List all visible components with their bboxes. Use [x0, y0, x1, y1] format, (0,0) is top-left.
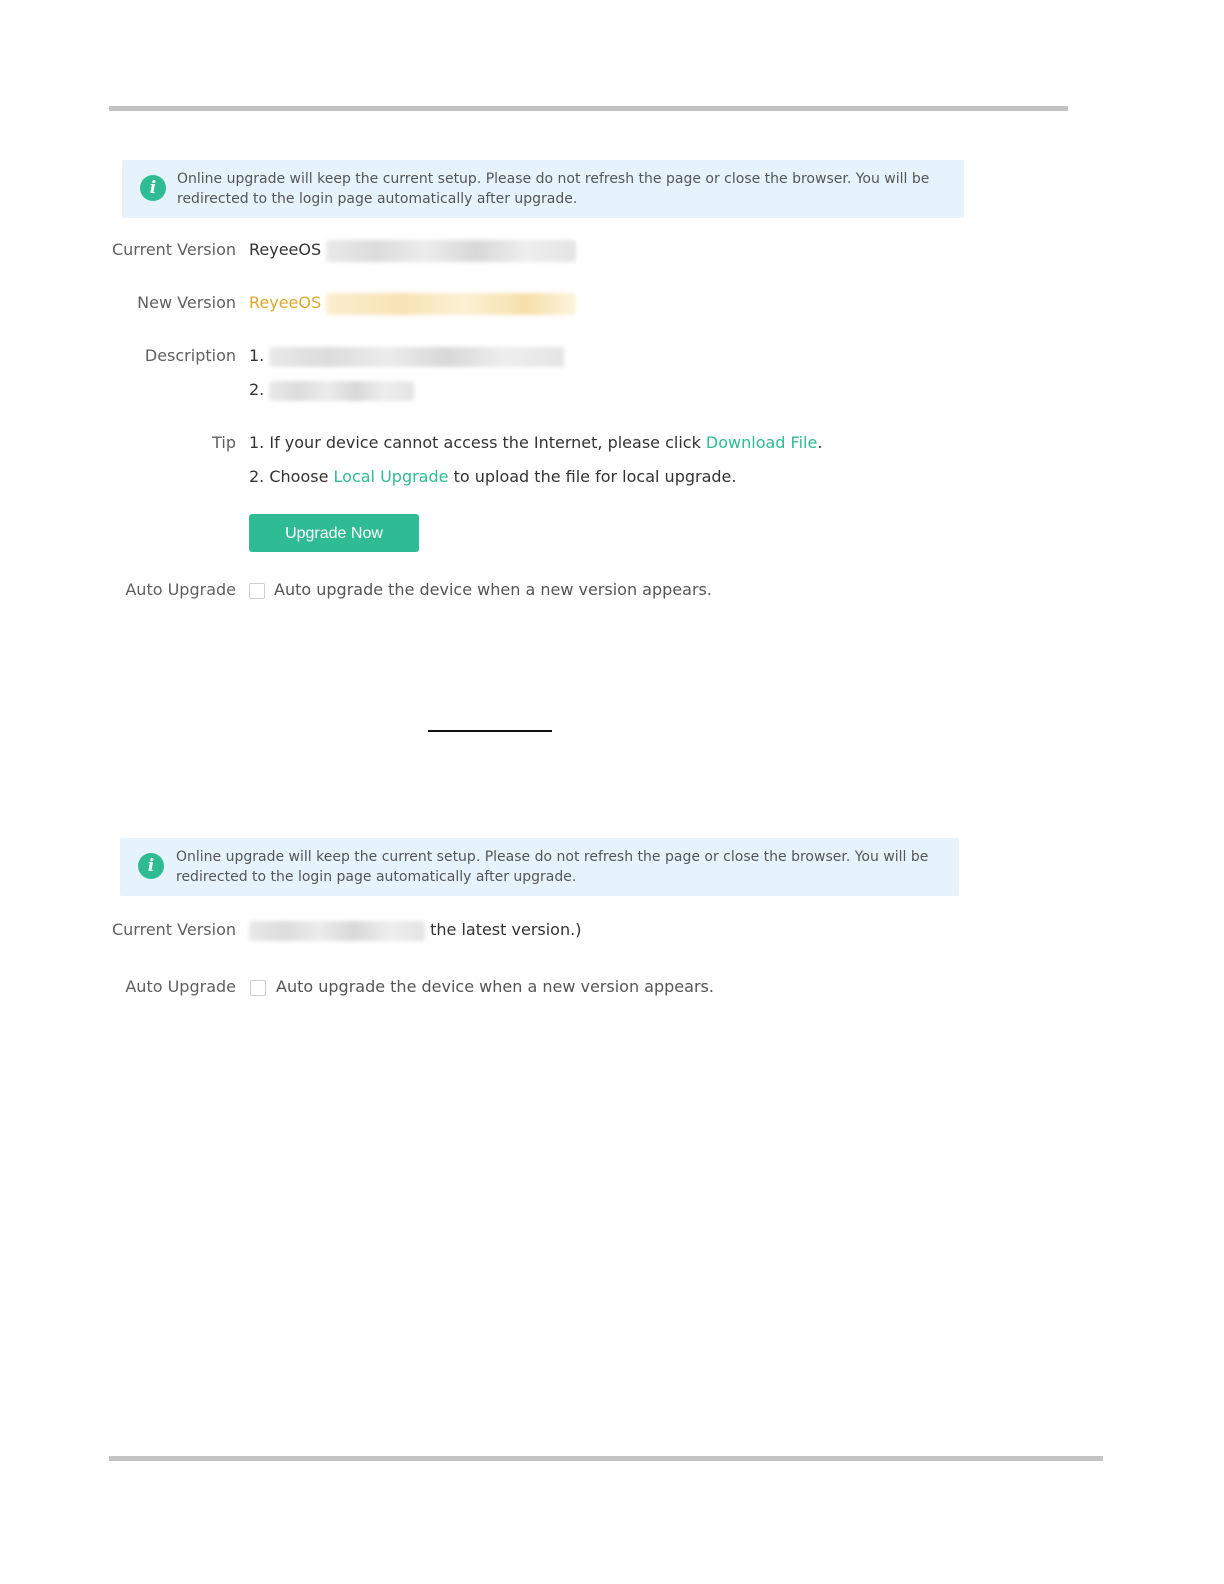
footer-rule — [109, 1456, 1103, 1461]
info-alert-2 — [120, 838, 959, 896]
description-number-2: 2. — [249, 380, 265, 399]
info-alert — [122, 160, 964, 218]
auto-upgrade-label-2: Auto Upgrade — [125, 977, 236, 996]
local-upgrade-link[interactable]: Local Upgrade — [333, 467, 449, 486]
tip-line-1 — [249, 432, 822, 454]
new-version-text: ReyeeOS — [249, 293, 322, 312]
tip2-end: to upload the file for local upgrade. — [448, 467, 737, 486]
redacted-description-1 — [269, 347, 564, 367]
current-version-label-2: Current Version — [111, 920, 236, 939]
redacted-version-2 — [249, 921, 425, 941]
current-version-value-2 — [249, 919, 581, 941]
description-item-2 — [249, 379, 414, 401]
tip1-text: 1. If your device cannot access the Internet, please click — [249, 433, 706, 452]
info-icon: i — [138, 853, 164, 879]
description-item-1 — [249, 345, 564, 367]
latest-version-text: the latest version.) — [430, 920, 582, 939]
redacted-version — [326, 240, 576, 262]
download-file-link[interactable]: Download File — [705, 433, 818, 452]
auto-upgrade-text: Auto upgrade the device when a new version appears. — [274, 580, 712, 599]
description-number-1: 1. — [249, 346, 265, 365]
description-label: Description — [144, 346, 236, 365]
alert-message-2: Online upgrade will keep the current setup. Please do not refresh the page or close the browser. You will be redirected to the login page automatically after upgrade. — [176, 849, 929, 885]
alert-message: Online upgrade will keep the current setup. Please do not refresh the page or close the browser. You will be redirected to the login page automatically after upgrade. — [177, 171, 930, 207]
new-version-label: New Version — [137, 293, 236, 312]
auto-upgrade-checkbox-2[interactable] — [250, 980, 266, 996]
current-version-label: Current Version — [111, 240, 236, 259]
upgrade-now-button[interactable]: Upgrade Now — [249, 514, 419, 552]
current-version-text: ReyeeOS — [249, 240, 322, 259]
new-version-value — [249, 292, 576, 315]
header-rule — [109, 106, 1068, 111]
tip-line-2 — [249, 466, 736, 488]
info-icon: i — [140, 175, 166, 201]
redacted-description-2 — [269, 381, 414, 401]
auto-upgrade-label: Auto Upgrade — [125, 580, 236, 599]
auto-upgrade-text-2: Auto upgrade the device when a new version appears. — [276, 977, 714, 996]
section-divider — [428, 730, 552, 732]
redacted-new-version — [326, 293, 576, 315]
current-version-value — [249, 239, 576, 262]
tip1-end: . — [817, 433, 823, 452]
auto-upgrade-checkbox[interactable] — [249, 583, 265, 599]
tip-label: Tip — [212, 433, 236, 452]
tip2-start: 2. Choose — [249, 467, 334, 486]
